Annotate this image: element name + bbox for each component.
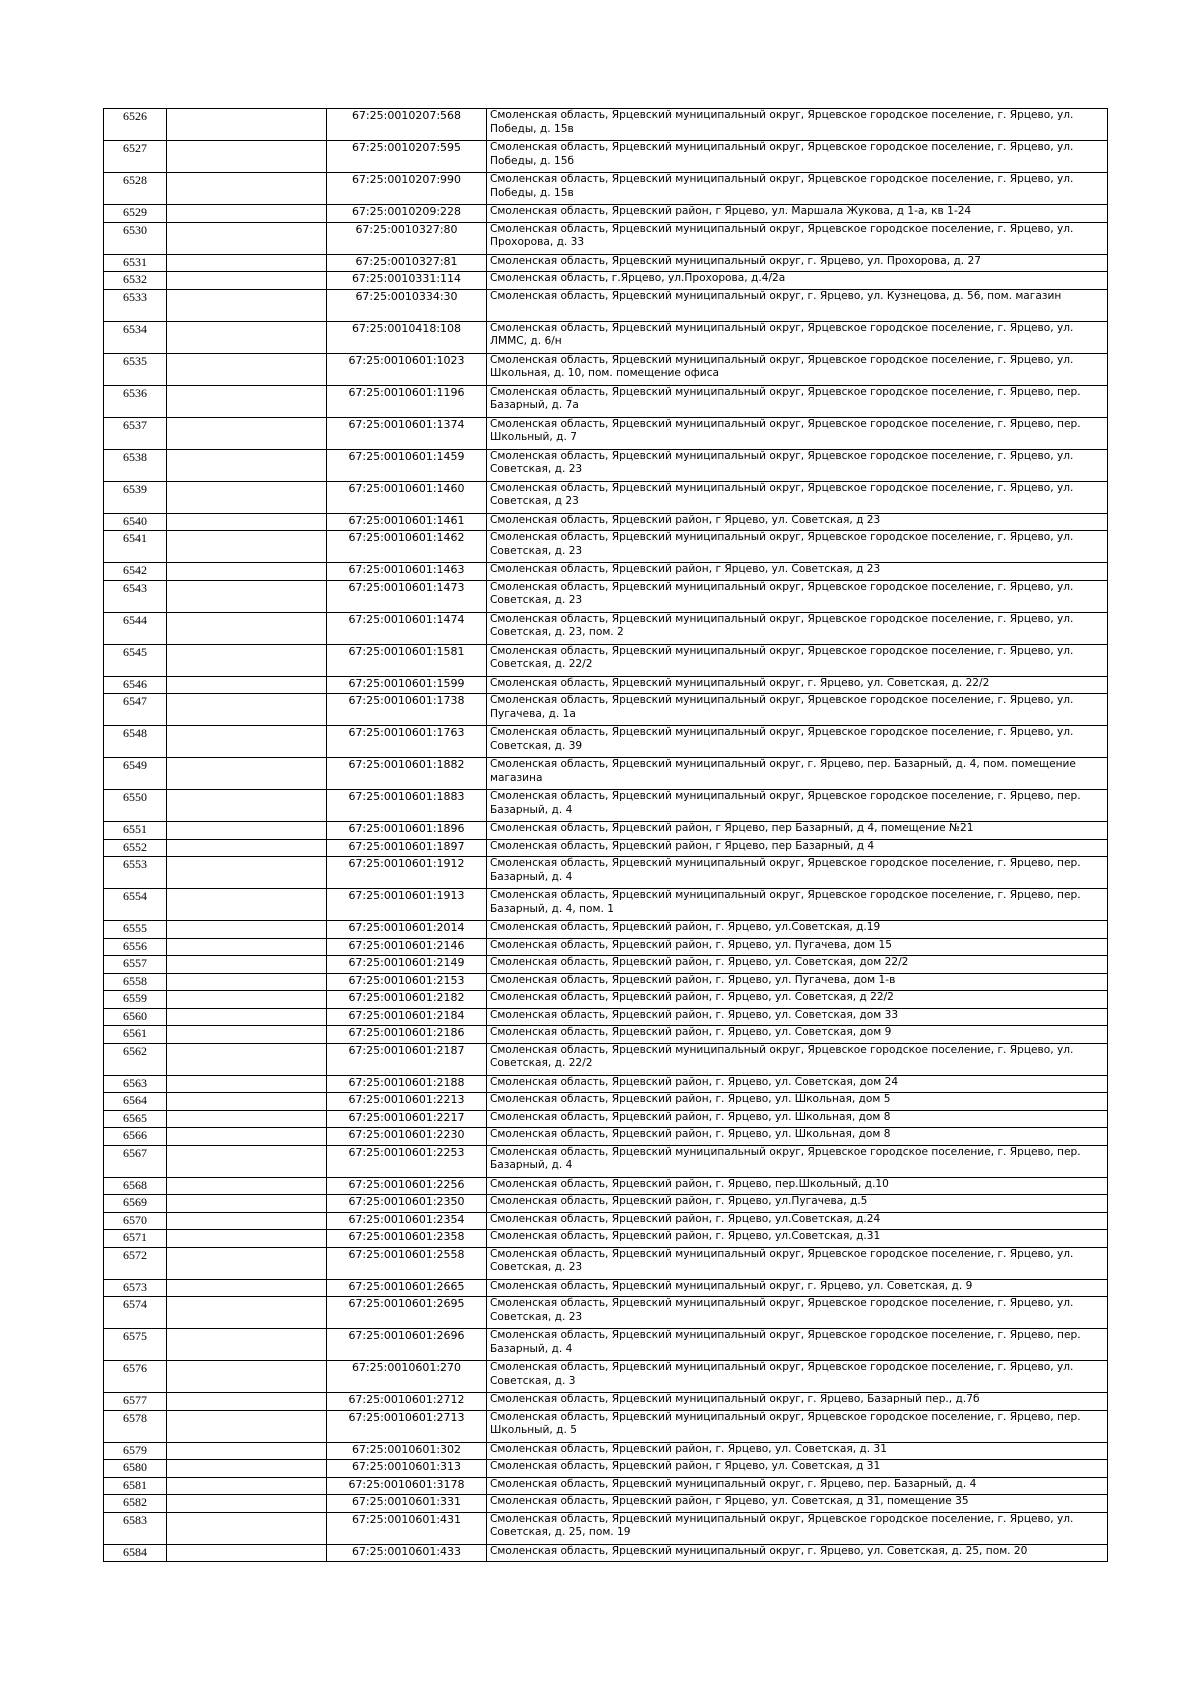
row-number: 6566	[104, 1128, 167, 1146]
empty-cell	[167, 1026, 327, 1044]
table-row	[104, 644, 1108, 676]
cadastral-number: 67:25:0010601:1896	[327, 822, 487, 840]
cadastral-number: 67:25:0010601:1374	[327, 417, 487, 449]
empty-cell	[167, 644, 327, 676]
cadastral-number: 67:25:0010601:1462	[327, 531, 487, 563]
cadastral-number: 67:25:0010601:2187	[327, 1043, 487, 1075]
empty-cell	[167, 1093, 327, 1111]
empty-cell	[167, 1043, 327, 1075]
address: Смоленская область, Ярцевский муниципальный округ, Ярцевское городское поселение, г. Ярцево, пер. Базарный, д. 4	[487, 790, 1108, 822]
empty-cell	[167, 1195, 327, 1213]
table-row	[104, 1008, 1108, 1026]
row-number: 6546	[104, 676, 167, 694]
address: Смоленская область, Ярцевский район, г Ярцево, пер Базарный, д 4	[487, 839, 1108, 857]
row-number: 6531	[104, 254, 167, 272]
row-number: 6534	[104, 321, 167, 353]
cadastral-number: 67:25:0010601:2149	[327, 956, 487, 974]
empty-cell	[167, 417, 327, 449]
empty-cell	[167, 1495, 327, 1513]
cadastral-number: 67:25:0010207:990	[327, 173, 487, 205]
empty-cell	[167, 531, 327, 563]
address: Смоленская область, Ярцевский муниципальный округ, Ярцевское городское поселение, г. Ярцево, ул. Победы, д. 15в	[487, 109, 1108, 141]
address: Смоленская область, Ярцевский район, г. Ярцево, пер.Школьный, д.10	[487, 1177, 1108, 1195]
address: Смоленская область, Ярцевский район, г. Ярцево, ул.Советская, д.31	[487, 1230, 1108, 1248]
empty-cell	[167, 173, 327, 205]
row-number: 6527	[104, 141, 167, 173]
cadastral-number: 67:25:0010601:433	[327, 1544, 487, 1562]
empty-cell	[167, 449, 327, 481]
table-row	[104, 353, 1108, 385]
cadastral-number: 67:25:0010601:302	[327, 1442, 487, 1460]
empty-cell	[167, 272, 327, 290]
cadastral-number: 67:25:0010601:1023	[327, 353, 487, 385]
cadastral-number: 67:25:0010601:1460	[327, 481, 487, 513]
row-number: 6547	[104, 694, 167, 726]
table-row	[104, 1410, 1108, 1442]
address: Смоленская область, Ярцевский муниципальный округ, Ярцевское городское поселение, г. Ярцево, ул. Советская, д. 23, пом. 2	[487, 612, 1108, 644]
table-row	[104, 109, 1108, 141]
table-row	[104, 1544, 1108, 1562]
cadastral-number: 67:25:0010418:108	[327, 321, 487, 353]
table-row	[104, 449, 1108, 481]
address: Смоленская область, Ярцевский муниципальный округ, Ярцевское городское поселение, г. Ярцево, ул. Школьная, д. 10, пом. помещение офиса	[487, 353, 1108, 385]
empty-cell	[167, 1512, 327, 1544]
row-number: 6560	[104, 1008, 167, 1026]
empty-cell	[167, 889, 327, 921]
address: Смоленская область, Ярцевский муниципальный округ, г. Ярцево, пер. Базарный, д. 4, пом. помещение магазина	[487, 758, 1108, 790]
table-row	[104, 1026, 1108, 1044]
cadastral-number: 67:25:0010601:1461	[327, 513, 487, 531]
table-row	[104, 1512, 1108, 1544]
address: Смоленская область, Ярцевский муниципальный округ, Ярцевское городское поселение, г. Ярцево, пер. Школьный, д. 7	[487, 417, 1108, 449]
table-row	[104, 385, 1108, 417]
address: Смоленская область, Ярцевский муниципальный округ, Ярцевское городское поселение, г. Ярцево, пер. Базарный, д. 4	[487, 857, 1108, 889]
address: Смоленская область, Ярцевский район, г. Ярцево, ул. Пугачева, дом 15	[487, 938, 1108, 956]
table-row	[104, 1195, 1108, 1213]
empty-cell	[167, 1008, 327, 1026]
address: Смоленская область, Ярцевский район, г. Ярцево, ул. Советская, дом 9	[487, 1026, 1108, 1044]
table-row	[104, 1393, 1108, 1411]
row-number: 6568	[104, 1177, 167, 1195]
empty-cell	[167, 973, 327, 991]
row-number: 6572	[104, 1247, 167, 1279]
property-table-body	[104, 109, 1108, 1562]
cadastral-number: 67:25:0010601:1763	[327, 726, 487, 758]
empty-cell	[167, 1442, 327, 1460]
address: Смоленская область, Ярцевский муниципальный округ, Ярцевское городское поселение, г. Ярцево, ул. Советская, д. 22/2	[487, 1043, 1108, 1075]
row-number: 6573	[104, 1279, 167, 1297]
row-number: 6561	[104, 1026, 167, 1044]
cadastral-number: 67:25:0010601:1599	[327, 676, 487, 694]
empty-cell	[167, 109, 327, 141]
table-row	[104, 857, 1108, 889]
cadastral-number: 67:25:0010601:1913	[327, 889, 487, 921]
empty-cell	[167, 222, 327, 254]
empty-cell	[167, 1177, 327, 1195]
address: Смоленская область, Ярцевский муниципальный округ, Ярцевское городское поселение, г. Ярцево, ул. Советская, д. 23	[487, 531, 1108, 563]
empty-cell	[167, 1544, 327, 1562]
cadastral-number: 67:25:0010334:30	[327, 289, 487, 321]
table-row	[104, 790, 1108, 822]
empty-cell	[167, 1393, 327, 1411]
address: Смоленская область, Ярцевский муниципальный округ, Ярцевское городское поселение, г. Ярцево, пер. Базарный, д. 7а	[487, 385, 1108, 417]
cadastral-number: 67:25:0010601:1738	[327, 694, 487, 726]
cadastral-number: 67:25:0010601:1581	[327, 644, 487, 676]
row-number: 6570	[104, 1212, 167, 1230]
cadastral-number: 67:25:0010601:2558	[327, 1247, 487, 1279]
table-row	[104, 1128, 1108, 1146]
row-number: 6559	[104, 991, 167, 1009]
empty-cell	[167, 857, 327, 889]
cadastral-number: 67:25:0010601:2253	[327, 1145, 487, 1177]
table-row	[104, 1247, 1108, 1279]
empty-cell	[167, 254, 327, 272]
address: Смоленская область, Ярцевский район, г Ярцево, ул. Советская, д 23	[487, 513, 1108, 531]
address: Смоленская область, Ярцевский муниципальный округ, г. Ярцево, ул. Кузнецова, д. 56, пом. магазин	[487, 289, 1108, 321]
cadastral-number: 67:25:0010601:2665	[327, 1279, 487, 1297]
address: Смоленская область, Ярцевский район, г Ярцево, ул. Советская, д 31, помещение 35	[487, 1495, 1108, 1513]
row-number: 6558	[104, 973, 167, 991]
row-number: 6564	[104, 1093, 167, 1111]
address: Смоленская область, Ярцевский муниципальный округ, Ярцевское городское поселение, г. Ярцево, ул. Советская, д. 23	[487, 1247, 1108, 1279]
empty-cell	[167, 612, 327, 644]
cadastral-number: 67:25:0010601:2014	[327, 921, 487, 939]
address: Смоленская область, Ярцевский район, г. Ярцево, ул. Школьная, дом 8	[487, 1110, 1108, 1128]
row-number: 6575	[104, 1329, 167, 1361]
address: Смоленская область, Ярцевский район, г Ярцево, ул. Маршала Жукова, д 1-а, кв 1-24	[487, 205, 1108, 223]
address: Смоленская область, Ярцевский район, г. Ярцево, ул. Школьная, дом 5	[487, 1093, 1108, 1111]
table-row	[104, 222, 1108, 254]
row-number: 6581	[104, 1477, 167, 1495]
address: Смоленская область, Ярцевский район, г. Ярцево, ул. Советская, д. 31	[487, 1442, 1108, 1460]
table-row	[104, 580, 1108, 612]
address: Смоленская область, Ярцевский район, г. Ярцево, ул.Советская, д.19	[487, 921, 1108, 939]
empty-cell	[167, 321, 327, 353]
empty-cell	[167, 822, 327, 840]
address: Смоленская область, Ярцевский район, г. Ярцево, ул. Пугачева, дом 1-в	[487, 973, 1108, 991]
address: Смоленская область, Ярцевский муниципальный округ, Ярцевское городское поселение, г. Ярцево, пер. Школьный, д. 5	[487, 1410, 1108, 1442]
empty-cell	[167, 956, 327, 974]
row-number: 6584	[104, 1544, 167, 1562]
table-row	[104, 938, 1108, 956]
row-number: 6545	[104, 644, 167, 676]
address: Смоленская область, Ярцевский муниципальный округ, Ярцевское городское поселение, г. Ярцево, ул. Советская, д. 39	[487, 726, 1108, 758]
row-number: 6583	[104, 1512, 167, 1544]
table-row	[104, 1093, 1108, 1111]
table-row	[104, 1329, 1108, 1361]
address: Смоленская область, Ярцевский муниципальный округ, г. Ярцево, пер. Базарный, д. 4	[487, 1477, 1108, 1495]
row-number: 6550	[104, 790, 167, 822]
cadastral-number: 67:25:0010601:331	[327, 1495, 487, 1513]
address: Смоленская область, Ярцевский муниципальный округ, Ярцевское городское поселение, г. Ярцево, ул. Советская, д 23	[487, 481, 1108, 513]
cadastral-number: 67:25:0010601:2695	[327, 1297, 487, 1329]
empty-cell	[167, 141, 327, 173]
address: Смоленская область, Ярцевский район, г. Ярцево, ул. Советская, дом 24	[487, 1075, 1108, 1093]
empty-cell	[167, 580, 327, 612]
cadastral-number: 67:25:0010327:80	[327, 222, 487, 254]
address: Смоленская область, Ярцевский район, г. Ярцево, ул. Советская, д 22/2	[487, 991, 1108, 1009]
row-number: 6578	[104, 1410, 167, 1442]
property-table	[103, 108, 1108, 1562]
row-number: 6565	[104, 1110, 167, 1128]
table-row	[104, 1177, 1108, 1195]
row-number: 6554	[104, 889, 167, 921]
row-number: 6551	[104, 822, 167, 840]
address: Смоленская область, Ярцевский муниципальный округ, г. Ярцево, ул. Прохорова, д. 27	[487, 254, 1108, 272]
address: Смоленская область, г.Ярцево, ул.Прохорова, д.4/2а	[487, 272, 1108, 290]
row-number: 6563	[104, 1075, 167, 1093]
address: Смоленская область, Ярцевский муниципальный округ, Ярцевское городское поселение, г. Ярцево, пер. Базарный, д. 4	[487, 1145, 1108, 1177]
table-row	[104, 1279, 1108, 1297]
table-row	[104, 563, 1108, 581]
row-number: 6567	[104, 1145, 167, 1177]
cadastral-number: 67:25:0010601:2188	[327, 1075, 487, 1093]
table-row	[104, 272, 1108, 290]
empty-cell	[167, 563, 327, 581]
table-row	[104, 991, 1108, 1009]
address: Смоленская область, Ярцевский муниципальный округ, Ярцевское городское поселение, г. Ярцево, ул. Советская, д. 3	[487, 1361, 1108, 1393]
table-row	[104, 612, 1108, 644]
cadastral-number: 67:25:0010601:2217	[327, 1110, 487, 1128]
row-number: 6556	[104, 938, 167, 956]
table-row	[104, 531, 1108, 563]
address: Смоленская область, Ярцевский муниципальный округ, Ярцевское городское поселение, г. Ярцево, ул. Советская, д. 23	[487, 449, 1108, 481]
table-row	[104, 822, 1108, 840]
row-number: 6552	[104, 839, 167, 857]
table-row	[104, 758, 1108, 790]
address: Смоленская область, Ярцевский район, г. Ярцево, ул.Пугачева, д.5	[487, 1195, 1108, 1213]
empty-cell	[167, 1460, 327, 1478]
row-number: 6582	[104, 1495, 167, 1513]
cadastral-number: 67:25:0010601:1897	[327, 839, 487, 857]
cadastral-number: 67:25:0010331:114	[327, 272, 487, 290]
row-number: 6537	[104, 417, 167, 449]
table-row	[104, 1477, 1108, 1495]
cadastral-number: 67:25:0010327:81	[327, 254, 487, 272]
row-number: 6553	[104, 857, 167, 889]
row-number: 6579	[104, 1442, 167, 1460]
cadastral-number: 67:25:0010601:2146	[327, 938, 487, 956]
row-number: 6538	[104, 449, 167, 481]
cadastral-number: 67:25:0010601:1196	[327, 385, 487, 417]
table-row	[104, 481, 1108, 513]
cadastral-number: 67:25:0010601:1459	[327, 449, 487, 481]
cadastral-number: 67:25:0010601:2696	[327, 1329, 487, 1361]
row-number: 6557	[104, 956, 167, 974]
table-row	[104, 676, 1108, 694]
address: Смоленская область, Ярцевский район, г Ярцево, ул. Советская, д 31	[487, 1460, 1108, 1478]
empty-cell	[167, 938, 327, 956]
cadastral-number: 67:25:0010601:313	[327, 1460, 487, 1478]
table-row	[104, 513, 1108, 531]
empty-cell	[167, 790, 327, 822]
address: Смоленская область, Ярцевский муниципальный округ, Ярцевское городское поселение, г. Ярцево, ул. Советская, д. 23	[487, 1297, 1108, 1329]
table-row	[104, 973, 1108, 991]
cadastral-number: 67:25:0010601:2186	[327, 1026, 487, 1044]
row-number: 6542	[104, 563, 167, 581]
address: Смоленская область, Ярцевский муниципальный округ, г. Ярцево, Базарный пер., д.7б	[487, 1393, 1108, 1411]
address: Смоленская область, Ярцевский муниципальный округ, г. Ярцево, ул. Советская, д. 22/2	[487, 676, 1108, 694]
table-row	[104, 921, 1108, 939]
table-row	[104, 1145, 1108, 1177]
address: Смоленская область, Ярцевский район, г. Ярцево, ул. Советская, дом 22/2	[487, 956, 1108, 974]
cadastral-number: 67:25:0010601:1474	[327, 612, 487, 644]
row-number: 6529	[104, 205, 167, 223]
cadastral-number: 67:25:0010601:2213	[327, 1093, 487, 1111]
row-number: 6544	[104, 612, 167, 644]
address: Смоленская область, Ярцевский район, г Ярцево, пер Базарный, д 4, помещение №21	[487, 822, 1108, 840]
cadastral-number: 67:25:0010601:1473	[327, 580, 487, 612]
cadastral-number: 67:25:0010601:3178	[327, 1477, 487, 1495]
table-row	[104, 1212, 1108, 1230]
address: Смоленская область, Ярцевский муниципальный округ, Ярцевское городское поселение, г. Ярцево, ул. Советская, д. 25, пом. 19	[487, 1512, 1108, 1544]
cadastral-number: 67:25:0010601:2712	[327, 1393, 487, 1411]
row-number: 6535	[104, 353, 167, 385]
row-number: 6539	[104, 481, 167, 513]
empty-cell	[167, 1410, 327, 1442]
address: Смоленская область, Ярцевский муниципальный округ, Ярцевское городское поселение, г. Ярцево, ул. ЛММС, д. 6/н	[487, 321, 1108, 353]
row-number: 6533	[104, 289, 167, 321]
cadastral-number: 67:25:0010601:1912	[327, 857, 487, 889]
address: Смоленская область, Ярцевский муниципальный округ, Ярцевское городское поселение, г. Ярцево, пер. Базарный, д. 4, пом. 1	[487, 889, 1108, 921]
empty-cell	[167, 1247, 327, 1279]
address: Смоленская область, Ярцевский муниципальный округ, Ярцевское городское поселение, г. Ярцево, ул. Победы, д. 15б	[487, 141, 1108, 173]
empty-cell	[167, 1279, 327, 1297]
row-number: 6571	[104, 1230, 167, 1248]
empty-cell	[167, 694, 327, 726]
cadastral-number: 67:25:0010601:2256	[327, 1177, 487, 1195]
table-row	[104, 141, 1108, 173]
cadastral-number: 67:25:0010601:2354	[327, 1212, 487, 1230]
row-number: 6577	[104, 1393, 167, 1411]
table-row	[104, 1075, 1108, 1093]
table-row	[104, 1361, 1108, 1393]
table-row	[104, 956, 1108, 974]
row-number: 6555	[104, 921, 167, 939]
row-number: 6580	[104, 1460, 167, 1478]
cadastral-number: 67:25:0010601:2230	[327, 1128, 487, 1146]
row-number: 6569	[104, 1195, 167, 1213]
empty-cell	[167, 513, 327, 531]
table-row	[104, 417, 1108, 449]
table-row	[104, 839, 1108, 857]
table-row	[104, 321, 1108, 353]
empty-cell	[167, 1110, 327, 1128]
row-number: 6528	[104, 173, 167, 205]
empty-cell	[167, 676, 327, 694]
cadastral-number: 67:25:0010601:2350	[327, 1195, 487, 1213]
table-row	[104, 1297, 1108, 1329]
address: Смоленская область, Ярцевский район, г. Ярцево, ул. Советская, дом 33	[487, 1008, 1108, 1026]
address: Смоленская область, Ярцевский район, г Ярцево, ул. Советская, д 23	[487, 563, 1108, 581]
table-row	[104, 1230, 1108, 1248]
cadastral-number: 67:25:0010601:2713	[327, 1410, 487, 1442]
cadastral-number: 67:25:0010207:568	[327, 109, 487, 141]
address: Смоленская область, Ярцевский муниципальный округ, Ярцевское городское поселение, г. Ярцево, пер. Базарный, д. 4	[487, 1329, 1108, 1361]
row-number: 6536	[104, 385, 167, 417]
cadastral-number: 67:25:0010601:2153	[327, 973, 487, 991]
empty-cell	[167, 385, 327, 417]
table-row	[104, 1110, 1108, 1128]
address: Смоленская область, Ярцевский район, г. Ярцево, ул. Школьная, дом 8	[487, 1128, 1108, 1146]
empty-cell	[167, 1212, 327, 1230]
empty-cell	[167, 839, 327, 857]
table-row	[104, 173, 1108, 205]
cadastral-number: 67:25:0010601:2182	[327, 991, 487, 1009]
address: Смоленская область, Ярцевский муниципальный округ, Ярцевское городское поселение, г. Ярцево, ул. Прохорова, д. 33	[487, 222, 1108, 254]
row-number: 6526	[104, 109, 167, 141]
empty-cell	[167, 1329, 327, 1361]
row-number: 6576	[104, 1361, 167, 1393]
cadastral-number: 67:25:0010601:2358	[327, 1230, 487, 1248]
row-number: 6574	[104, 1297, 167, 1329]
row-number: 6532	[104, 272, 167, 290]
empty-cell	[167, 1075, 327, 1093]
empty-cell	[167, 205, 327, 223]
address: Смоленская область, Ярцевский муниципальный округ, Ярцевское городское поселение, г. Ярцево, ул. Советская, д. 22/2	[487, 644, 1108, 676]
address: Смоленская область, Ярцевский муниципальный округ, Ярцевское городское поселение, г. Ярцево, ул. Победы, д. 15в	[487, 173, 1108, 205]
cadastral-number: 67:25:0010601:1463	[327, 563, 487, 581]
empty-cell	[167, 289, 327, 321]
address: Смоленская область, Ярцевский муниципальный округ, Ярцевское городское поселение, г. Ярцево, ул. Советская, д. 23	[487, 580, 1108, 612]
table-row	[104, 1043, 1108, 1075]
empty-cell	[167, 1128, 327, 1146]
address: Смоленская область, Ярцевский муниципальный округ, г. Ярцево, ул. Советская, д. 25, пом. 20	[487, 1544, 1108, 1562]
cadastral-number: 67:25:0010601:270	[327, 1361, 487, 1393]
empty-cell	[167, 1230, 327, 1248]
document-page	[103, 108, 1107, 1562]
empty-cell	[167, 758, 327, 790]
address: Смоленская область, Ярцевский район, г. Ярцево, ул.Советская, д.24	[487, 1212, 1108, 1230]
row-number: 6541	[104, 531, 167, 563]
row-number: 6562	[104, 1043, 167, 1075]
row-number: 6543	[104, 580, 167, 612]
empty-cell	[167, 481, 327, 513]
row-number: 6540	[104, 513, 167, 531]
cadastral-number: 67:25:0010209:228	[327, 205, 487, 223]
empty-cell	[167, 991, 327, 1009]
table-row	[104, 694, 1108, 726]
address: Смоленская область, Ярцевский муниципальный округ, г. Ярцево, ул. Советская, д. 9	[487, 1279, 1108, 1297]
empty-cell	[167, 1361, 327, 1393]
cadastral-number: 67:25:0010601:2184	[327, 1008, 487, 1026]
empty-cell	[167, 353, 327, 385]
cadastral-number: 67:25:0010601:1883	[327, 790, 487, 822]
cadastral-number: 67:25:0010601:431	[327, 1512, 487, 1544]
table-row	[104, 254, 1108, 272]
empty-cell	[167, 1477, 327, 1495]
row-number: 6549	[104, 758, 167, 790]
table-row	[104, 889, 1108, 921]
table-row	[104, 1495, 1108, 1513]
table-row	[104, 726, 1108, 758]
row-number: 6548	[104, 726, 167, 758]
table-row	[104, 289, 1108, 321]
empty-cell	[167, 1145, 327, 1177]
table-row	[104, 1460, 1108, 1478]
row-number: 6530	[104, 222, 167, 254]
empty-cell	[167, 921, 327, 939]
empty-cell	[167, 726, 327, 758]
address: Смоленская область, Ярцевский муниципальный округ, Ярцевское городское поселение, г. Ярцево, ул. Пугачева, д. 1а	[487, 694, 1108, 726]
table-row	[104, 1442, 1108, 1460]
cadastral-number: 67:25:0010601:1882	[327, 758, 487, 790]
table-row	[104, 205, 1108, 223]
cadastral-number: 67:25:0010207:595	[327, 141, 487, 173]
empty-cell	[167, 1297, 327, 1329]
